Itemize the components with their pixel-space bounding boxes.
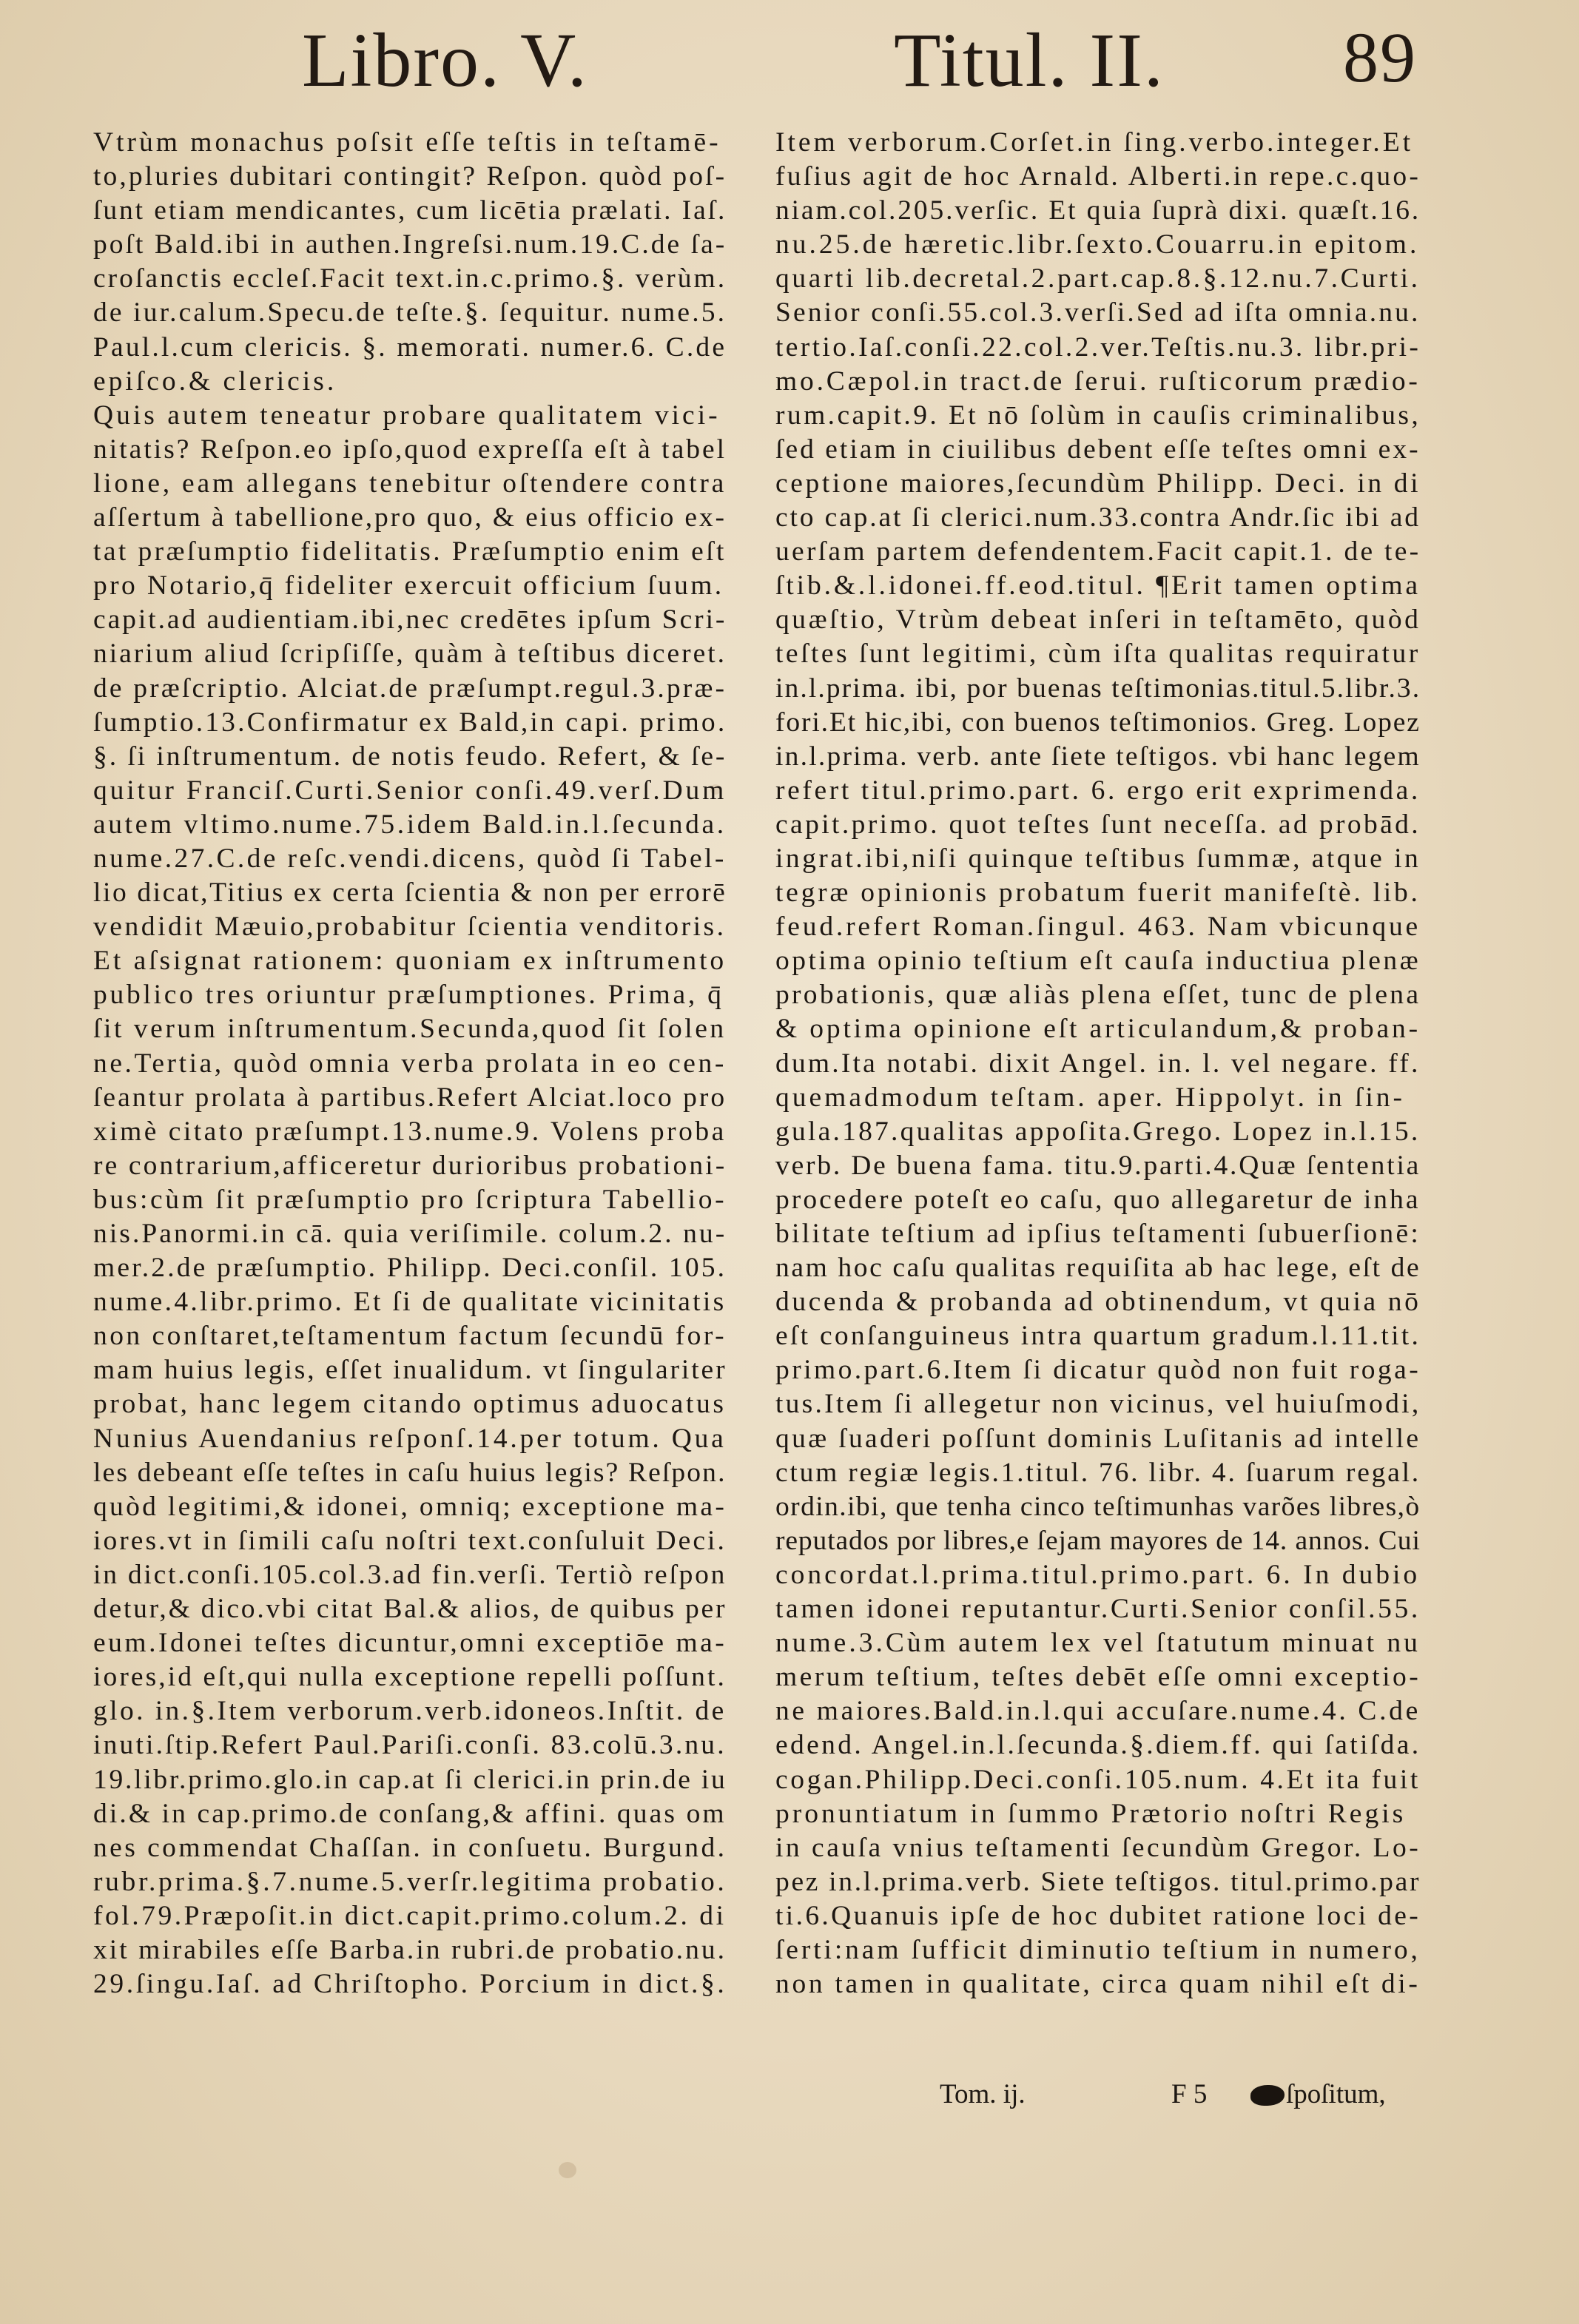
text-line: probat, hanc legem citando optimus aduocatus [93,1389,727,1420]
text-line: ſed etiam in ciuilibus debent eſſe teſtes omni ex- [775,434,1421,465]
text-line: bus:cùm ſit præſumptio pro ſcriptura Tabellio- [93,1184,727,1215]
text-line: fol.79.Præpoſit.in dict.capit.primo.colum.2. di [93,1900,727,1931]
text-line: eſt conſanguineus intra quartum gradum.l.11.tit. [775,1321,1421,1352]
text-line: pez in.l.prima.verb. Siete teſtigos. titul.primo.par [775,1866,1421,1897]
text-line: ximè citato præſumpt.13.nume.9. Volens proba [93,1116,727,1147]
text-line: in dict.conſi.105.col.3.ad fin.verſi. Tertiò reſpon [93,1559,727,1590]
text-line: tat præſumptio fidelitatis. Præſumptio enim eſt [93,536,727,567]
text-line: quemadmodum teſtam. aper. Hippolyt. in ſin- [775,1082,1406,1113]
text-line: 19.libr.primo.glo.in cap.at ſi clerici.in prin.de iu [93,1764,727,1795]
text-line: di.& in cap.primo.de conſang,& affini. quas om [93,1798,727,1829]
text-line: teſtes ſunt legitimi, cùm iſta qualitas requiratur [775,639,1421,670]
text-line: 29.ſingu.Iaſ. ad Chriſtopho. Porcium in dict.§. [93,1969,727,2000]
text-line: pronuntiatum in ſummo Prætorio noſtri Regis [775,1798,1407,1829]
ink-blot [1250,2085,1285,2106]
text-line: de iur.calum.Specu.de teſte.§. ſequitur. nume.5. [93,297,727,329]
text-line: reputados por libres,e ſejam mayores de 14. annos. Cui [775,1525,1421,1556]
text-line: ne.Tertia, quòd omnia verba prolata in eo cen- [93,1048,727,1079]
text-line: non tamen in qualitate, circa quam nihil eſt di- [775,1969,1421,2000]
text-line: ſerti:nam ſufficit diminutio teſtium in numero, [775,1934,1421,1965]
text-line: les debeant eſſe teſtes in caſu huius legis? Reſpon. [93,1457,727,1488]
text-line: vendidit Mæuio,probabitur ſcientia venditoris. [93,912,727,943]
text-line: optima opinio teſtium eſt cauſa inductiua plenæ [775,946,1421,977]
text-line: in.l.prima. ibi, por buenas teſtimonias.titul.5.libr.3. [775,673,1421,704]
right-text-column [775,126,1421,2001]
text-line: in.l.prima. verb. ante ſiete teſtigos. vbi hanc legem [775,741,1421,772]
paper-stain [559,2162,576,2178]
text-line: croſanctis eccleſ.Facit text.in.c.primo.§. verùm. [93,263,727,294]
running-head-title: Titul. II. [894,18,1165,103]
text-line: quæ ſuaderi poſſunt dominis Luſitanis ad intelle [775,1423,1421,1454]
text-line: capit.primo. quot teſtes ſunt neceſſa. ad probād. [775,809,1421,840]
text-line: Senior conſi.55.col.3.verſi.Sed ad iſta omnia.nu. [775,297,1421,329]
text-line: tegræ opinionis probatum fuerit manifeſtè. lib. [775,878,1421,909]
text-line: nume.3.Cùm autem lex vel ſtatutum minuat nu [775,1628,1421,1659]
text-line: fori.Et hic,ibi, con buenos teſtimonios. Greg. Lopez [775,707,1421,738]
text-line: re contrarium,afficeretur durioribus probationi- [93,1150,727,1181]
text-line: eum.Idonei teſtes dicuntur,omni exceptiōe ma- [93,1628,727,1659]
text-line: tamen idonei reputantur.Curti.Senior conſil.55. [775,1594,1421,1625]
text-line: ſumptio.13.Confirmatur ex Bald,in capi. primo. [93,707,727,738]
text-line: bilitate teſtium ad ipſius teſtamenti ſubuerſionē: [775,1219,1421,1249]
text-line: ſeantur prolata à partibus.Refert Alciat.loco pro [93,1082,727,1113]
text-line: mo.Cæpol.in tract.de ſerui. ruſticorum prædio- [775,366,1421,397]
text-line: verb. De buena fama. titu.9.parti.4.Quæ ſententia [775,1150,1421,1181]
running-head-book: Libro. V. [302,18,588,103]
text-line: ne maiores.Bald.in.l.qui accuſare.nume.4. C.de [775,1696,1421,1727]
text-line: lio dicat,Titius ex certa ſcientia & non per errorē [93,878,727,909]
text-line: ſunt etiam mendicantes, cum licētia prælati. Iaſ. [93,195,727,226]
text-line: merum teſtium, teſtes debēt eſſe omni exceptio- [775,1662,1421,1693]
text-line: edend. Angel.in.l.ſecunda.§.diem.ff. qui ſatiſda. [775,1730,1421,1761]
text-line: ſit verum inſtrumentum.Secunda,quod ſit ſolen [93,1014,727,1045]
text-line: cogan.Philipp.Deci.conſi.105.num. 4.Et ita fuit [775,1764,1421,1795]
text-line: dum.Ita notabi. dixit Angel. in. l. vel negare. ff. [775,1048,1421,1079]
text-line: capit.ad audientiam.ibi,nec credētes ipſum Scri- [93,604,727,636]
text-line: concordat.l.prima.titul.primo.part. 6. In dubio [775,1559,1421,1590]
text-line: pro Notario,q̄ fideliter exercuit officium ſuum. [93,570,724,602]
text-line: tertio.Iaſ.conſi.22.col.2.ver.Teſtis.nu.3. libr.pri- [775,331,1421,363]
text-line: rum.capit.9. Et nō ſolùm in cauſis criminalibus, [775,400,1421,431]
text-line: in cauſa vnius teſtamenti ſecundùm Gregor. Lo- [775,1832,1421,1863]
text-line: nume.27.C.de reſc.vendi.dicens, quòd ſi Tabel- [93,843,727,874]
text-line: to,pluries dubitari contingit? Reſpon. quòd poſ- [93,161,727,192]
text-line: non conſtaret,teſtamentum factum ſecundū for- [93,1321,727,1352]
text-line: gula.187.qualitas appoſita.Grego. Lopez in.l.15. [775,1116,1421,1147]
text-line: nis.Panormi.in cā. quia veriſimile. colum.2. nu- [93,1219,727,1249]
page-number: 89 [1343,18,1417,97]
text-line: fuſius agit de hoc Arnald. Alberti.in repe.c.quo- [775,161,1421,192]
text-line: refert titul.primo.part. 6. ergo erit exprimenda. [775,775,1421,806]
text-line: iores,id eſt,qui nulla exceptione repelli poſſunt. [93,1662,727,1693]
text-line: glo. in.§.Item verborum.verb.idoneos.Inſtit. de [93,1696,727,1727]
text-line: nume.4.libr.primo. Et ſi de qualitate vicinitatis [93,1287,727,1318]
text-line: nam hoc caſu qualitas requiſita ab hac lege, eſt de [775,1253,1421,1284]
text-line: quæſtio, Vtrùm debeat inſeri in teſtamēto, quòd [775,604,1421,636]
text-line: quarti lib.decretal.2.part.cap.8.§.12.nu.7.Curti. [775,263,1421,294]
text-line: nes commendat Chaſſan. in conſuetu. Burgund. [93,1832,727,1863]
text-line: quitur Franciſ.Curti.Senior conſi.49.verſ.Dum [93,775,727,806]
text-line: ceptione maiores,ſecundùm Philipp. Deci. in di [775,468,1421,499]
text-line: mam huius legis, eſſet inualidum. vt ſingulariter [93,1355,727,1386]
text-line: ducenda & probanda ad obtinendum, vt quia nō [775,1287,1421,1318]
text-line: de præſcriptio. Alciat.de præſumpt.regul.3.præ- [93,673,727,704]
text-line: nitatis? Reſpon.eo ipſo,quod expreſſa eſt à tabel [93,434,727,465]
text-line: quòd legitimi,& idonei, omniq; exceptione ma- [93,1491,727,1522]
text-line: cto cap.at ſi clerici.num.33.contra Andr.ſic ibi ad [775,502,1421,533]
text-line: Vtrùm monachus poſsit eſſe teſtis in teſtamē- [93,127,721,158]
volume-mark: Tom. ij. [940,2079,1026,2109]
text-line: mer.2.de præſumptio. Philipp. Deci.conſil. 105. [93,1253,727,1284]
text-line: nu.25.de hæretic.libr.ſexto.Couarru.in epitom. [775,229,1420,260]
text-line: Paul.l.cum clericis. §. memorati. numer.6. C.de [93,331,727,363]
text-line: lione, eam allegans tenebitur oſtendere contra [93,468,727,499]
text-line: poſt Bald.ibi in authen.Ingreſsi.num.19.C.de ſa- [93,229,727,260]
text-line: iores.vt in ſimili caſu noſtri text.conſuluit Deci. [93,1525,727,1556]
text-line: rubr.prima.§.7.nume.5.verſr.legitima probatio. [93,1866,727,1897]
text-line: inuti.ſtip.Refert Paul.Pariſi.conſi. 83.colū.3.nu. [93,1730,727,1761]
text-line: ingrat.ibi,niſi quinque teſtibus ſummæ, atque in [775,843,1421,874]
text-line: xit mirabiles eſſe Barba.in rubri.de probatio.nu. [93,1934,727,1965]
text-line: ctum regiæ legis.1.titul. 76. libr. 4. ſuarum regal. [775,1457,1421,1488]
signature-mark: F 5 [1171,2079,1208,2109]
text-line: publico tres oriuntur præſumptiones. Prima, q̄ [93,980,724,1011]
text-line: niarium aliud ſcripſiſſe, quàm à teſtibus diceret. [93,639,727,670]
text-line: ſtib.&.l.idonei.ff.eod.titul. ¶Erit tamen optima [775,570,1421,602]
text-line: Et aſsignat rationem: quoniam ex inſtrumento [93,946,727,977]
text-line: Quis autem teneatur probare qualitatem vici- [93,400,721,431]
text-line: autem vltimo.nume.75.idem Bald.in.l.ſecunda. [93,809,727,840]
text-line: procedere poteſt eo caſu, quo allegaretur de inha [775,1184,1421,1215]
text-line: Item verborum.Corſet.in ſing.verbo.integer.Et [775,127,1414,158]
text-line: aſſertum à tabellione,pro quo, & eius officio ex- [93,502,727,533]
catchword: ſpoſitum, [1286,2079,1386,2109]
text-line: probationis, quæ aliàs plena eſſet, tunc de plena [775,980,1421,1011]
text-line: feud.refert Roman.ſingul. 463. Nam vbicunque [775,912,1421,943]
text-line: detur,& dico.vbi citat Bal.& alios, de quibus per [93,1594,727,1625]
text-line: ordin.ibi, que tenha cinco teſtimunhas varões libres,ò [775,1491,1421,1522]
text-line: epiſco.& clericis. [93,366,337,397]
text-line: & optima opinione eſt articulandum,& proban- [775,1014,1421,1045]
text-line: tus.Item ſi allegetur non vicinus, vel huiuſmodi, [775,1389,1421,1420]
text-line: §. ſi inſtrumentum. de notis feudo. Refert, & ſe- [93,741,727,772]
text-line: ti.6.Quanuis ipſe de hoc dubitet ratione loci de- [775,1900,1421,1931]
text-line: niam.col.205.verſic. Et quia ſuprà dixi. quæſt.16. [775,195,1421,226]
left-text-column [93,126,727,2001]
text-line: uerſam partem defendentem.Facit capit.1. de te- [775,536,1421,567]
text-line: primo.part.6.Item ſi dicatur quòd non fuit roga- [775,1355,1421,1386]
text-line: Nunius Auendanius reſponſ.14.per totum. Qua [93,1423,727,1454]
